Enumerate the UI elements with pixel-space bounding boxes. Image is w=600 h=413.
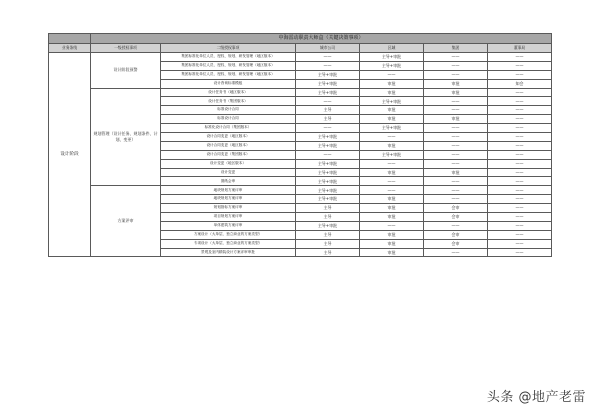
level1-item-cell: 设计阶段预警	[91, 53, 161, 89]
level2-item-cell: 设计合同变更（地区版本）	[161, 133, 296, 142]
header-row	[49, 44, 552, 53]
level2-item-cell: 集团标准化单位人员、授权、规划、研发管理（地区版本）	[161, 53, 296, 62]
authority-cell: 主导+审批	[296, 79, 360, 88]
authority-cell: 会审	[424, 230, 488, 239]
approval-matrix	[48, 33, 551, 257]
level2-item-cell: 地块规划方案评审	[161, 195, 296, 204]
header-region: 区域	[360, 44, 424, 53]
authority-cell: ——	[424, 97, 488, 106]
authority-cell: ——	[424, 159, 488, 168]
authority-cell: ——	[360, 221, 424, 230]
level2-item-cell: 项目规划方案评审	[161, 213, 296, 222]
authority-cell: 会审	[424, 213, 488, 222]
authority-cell: ——	[296, 150, 360, 159]
authority-cell: ——	[360, 70, 424, 79]
authority-cell: ——	[488, 97, 552, 106]
authority-cell: ——	[296, 124, 360, 133]
authority-cell: 主导+审批	[296, 88, 360, 97]
table-title: 中海雷动职责大师盒（关键决策事项）	[91, 34, 552, 44]
authority-cell: 会审	[424, 239, 488, 248]
authority-cell: 主导+审批	[360, 150, 424, 159]
level2-item-cell: 设计合同变更（集团版本）	[161, 150, 296, 159]
authority-cell: ——	[424, 124, 488, 133]
authority-cell: ——	[488, 177, 552, 186]
authority-cell: ——	[424, 248, 488, 257]
authority-cell: 审批	[360, 230, 424, 239]
level2-item-cell: 集团标准化单位人员、授权、规划、研发管理（地区版本）	[161, 61, 296, 70]
authority-cell: 主导+审批	[296, 221, 360, 230]
authority-cell: 主导+审批	[360, 53, 424, 62]
authority-cell: 审批	[360, 248, 424, 257]
header-business-line: 业务条线	[49, 44, 91, 53]
table-row	[49, 53, 552, 62]
authority-cell: ——	[488, 150, 552, 159]
authority-cell: ——	[296, 61, 360, 70]
level2-item-cell: 图纸会审	[161, 177, 296, 186]
business-line-cell: 设计阶段	[49, 53, 91, 257]
authority-cell: 审批	[360, 213, 424, 222]
header-level2: 二级授权事项	[161, 44, 296, 53]
authority-cell: ——	[488, 204, 552, 213]
authority-cell: ——	[424, 221, 488, 230]
authority-cell: ——	[488, 230, 552, 239]
authority-cell: 审批	[360, 239, 424, 248]
level2-item-cell: 景观及室内精装设计方案评审审批	[161, 248, 296, 257]
authority-cell: 审批	[424, 88, 488, 97]
authority-cell: 主导+审批	[296, 195, 360, 204]
authority-cell: ——	[488, 70, 552, 79]
authority-cell: 审批	[360, 141, 424, 150]
table-row	[49, 88, 552, 97]
level2-item-cell: 专项设计（大单层、独立商业的方案类型）	[161, 239, 296, 248]
authority-cell: 主导+审批	[296, 133, 360, 142]
table-row	[49, 186, 552, 195]
authority-cell: 主导+审批	[296, 141, 360, 150]
authority-cell: ——	[424, 141, 488, 150]
authority-cell: ——	[488, 159, 552, 168]
authority-cell: 主导+审批	[360, 124, 424, 133]
authority-cell: ——	[488, 53, 552, 62]
authority-cell: 审批	[360, 204, 424, 213]
watermark: 头条 @地产老雷	[486, 390, 586, 405]
authority-cell: ——	[296, 53, 360, 62]
level1-item-cell: 规划管理（设计任务、规划条件、计划、变更）	[91, 88, 161, 186]
authority-cell: 主导+审批	[360, 97, 424, 106]
authority-cell: ——	[488, 115, 552, 124]
authority-cell: 主导	[296, 204, 360, 213]
authority-cell: ——	[488, 88, 552, 97]
authority-cell: ——	[424, 186, 488, 195]
authority-cell: 主导	[296, 106, 360, 115]
authority-cell: ——	[424, 53, 488, 62]
authority-cell: 审批	[360, 195, 424, 204]
authority-cell: ——	[488, 186, 552, 195]
level2-item-cell: 设计合同变更（地区版本）	[161, 141, 296, 150]
header-level1: 一级授权事项	[91, 44, 161, 53]
authority-cell: 主导	[296, 115, 360, 124]
authority-cell: 审批	[360, 88, 424, 97]
authority-cell: ——	[488, 133, 552, 142]
authority-cell: 审批	[360, 106, 424, 115]
level2-item-cell: 标准设计合同	[161, 106, 296, 115]
level2-item-cell: 标准设计合同	[161, 115, 296, 124]
authority-cell: ——	[488, 213, 552, 222]
authority-cell: ——	[488, 168, 552, 177]
header-city-company: 城市公司	[296, 44, 360, 53]
authority-cell: ——	[360, 133, 424, 142]
title-row	[49, 34, 552, 44]
authority-cell: ——	[488, 141, 552, 150]
authority-cell: ——	[360, 186, 424, 195]
authority-cell: 主导	[296, 230, 360, 239]
level2-item-cell: 规划指标方案评审	[161, 204, 296, 213]
authority-cell: 审批	[424, 168, 488, 177]
level2-item-cell: 方案设计（大单层、独立商业的方案类型）	[161, 230, 296, 239]
level2-item-cell: 集团标准化单位人员、授权、规划、研发管理（地区版本）	[161, 70, 296, 79]
header-group: 集团	[424, 44, 488, 53]
authority-cell: ——	[424, 177, 488, 186]
level1-item-cell: 方案评审	[91, 186, 161, 257]
authority-cell: ——	[424, 70, 488, 79]
authority-cell: 主导	[296, 239, 360, 248]
authority-cell: 知会	[488, 79, 552, 88]
authority-cell: ——	[488, 124, 552, 133]
authority-cell: 审批	[360, 168, 424, 177]
authority-cell: 主导	[296, 248, 360, 257]
authority-cell: ——	[296, 97, 360, 106]
authority-cell: 审批	[360, 79, 424, 88]
authority-cell: 主导+审批	[296, 186, 360, 195]
authority-cell: 主导+审批	[296, 70, 360, 79]
authority-cell: ——	[488, 221, 552, 230]
title-spacer	[49, 34, 91, 44]
level2-item-cell: 设计咨询标准模板	[161, 79, 296, 88]
authority-cell: 主导+审批	[296, 168, 360, 177]
authority-cell: ——	[424, 150, 488, 159]
authority-cell: 审批	[360, 115, 424, 124]
authority-cell: 主导+审批	[296, 177, 360, 186]
authority-cell: 主导+审批	[296, 159, 360, 168]
authority-cell: 会审	[424, 204, 488, 213]
level2-item-cell: 标准化设计合同（集团版本）	[161, 124, 296, 133]
authority-cell: ——	[424, 106, 488, 115]
authority-cell: ——	[488, 195, 552, 204]
approval-table	[48, 33, 552, 257]
authority-cell: ——	[424, 133, 488, 142]
level2-item-cell: 设计变更	[161, 168, 296, 177]
header-board: 董事局	[488, 44, 552, 53]
level2-item-cell: 单体建筑方案评审	[161, 221, 296, 230]
level2-item-cell: 设计任务书（地区版本）	[161, 88, 296, 97]
authority-cell: ——	[488, 248, 552, 257]
level2-item-cell: 设计任务书（集团版本）	[161, 97, 296, 106]
authority-cell: ——	[488, 61, 552, 70]
authority-cell: ——	[488, 239, 552, 248]
authority-cell: 主导+审批	[360, 61, 424, 70]
authority-cell: ——	[360, 177, 424, 186]
authority-cell: ——	[424, 195, 488, 204]
authority-cell: ——	[424, 61, 488, 70]
authority-cell: ——	[488, 106, 552, 115]
authority-cell: 审批	[424, 115, 488, 124]
level2-item-cell: 地块规划方案评审	[161, 186, 296, 195]
authority-cell: 主导	[296, 213, 360, 222]
authority-cell: ——	[360, 159, 424, 168]
level2-item-cell: 设计变更（地区版本）	[161, 159, 296, 168]
authority-cell: 审批	[424, 79, 488, 88]
